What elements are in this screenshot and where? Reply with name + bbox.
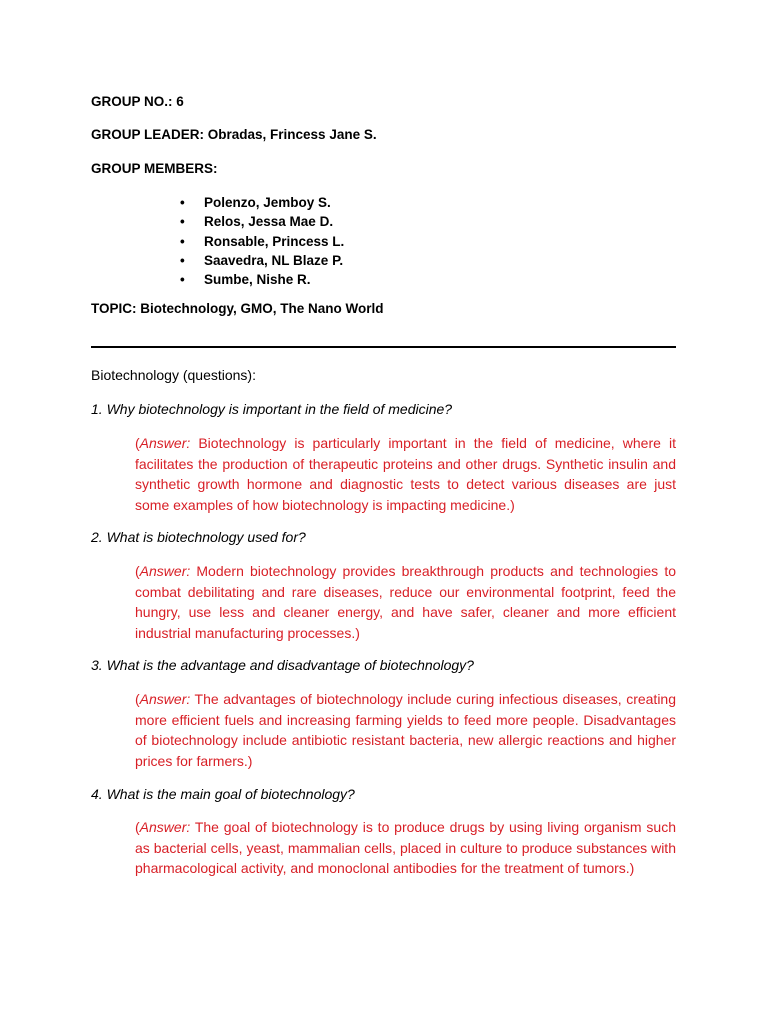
answer-text: Biotechnology is particularly important in the field of medicine, where it facilitates the production of therapeutic proteins and other drugs. Synthetic insulin and synthetic growth hormone and diagnostic tests to detect various diseases are just some examples of how biotechnology is impacting medicine.) (135, 435, 676, 513)
member-name: Ronsable, Princess L. (204, 233, 345, 249)
answer-3 (135, 689, 676, 771)
group-leader: GROUP LEADER: Obradas, Frincess Jane S. (91, 127, 377, 142)
answer-text: The goal of biotechnology is to produce drugs by using living organism such as bacterial cells, yeast, mammalian cells, placed in culture to produce substances with pharmacological activity, and monoclonal antibodies for the treatment of tumors.) (135, 819, 676, 876)
answer-label: Answer: (139, 691, 191, 707)
answer-1 (135, 433, 676, 515)
answer-text: The advantages of biotechnology include curing infectious diseases, creating more efficient fuels and increasing farming yields to feed more people. Disadvantages of biotechnology include antibiotic resistant bacteria, new allergic reactions and higher prices for farmers.) (135, 691, 676, 769)
answer-text: Modern biotechnology provides breakthrough products and technologies to combat debilitating and rare diseases, reduce our environmental footprint, feed the hungry, use less and cleaner energy, and have safer, cleaner and more efficient industrial manufacturing processes.) (135, 563, 676, 641)
list-item (180, 193, 344, 212)
member-name: Sumbe, Nishe R. (204, 272, 311, 288)
bullet-icon: • (180, 214, 185, 230)
divider-rule (91, 346, 676, 348)
group-members-list (180, 193, 344, 289)
list-item (180, 232, 344, 251)
group-members-label: GROUP MEMBERS: (91, 161, 218, 176)
question-4: 4. What is the main goal of biotechnology? (91, 786, 355, 802)
answer-open-paren: ( (135, 819, 140, 835)
answer-label: Answer: (139, 435, 191, 451)
topic: TOPIC: Biotechnology, GMO, The Nano World (91, 301, 384, 316)
question-3: 3. What is the advantage and disadvantage of biotechnology? (91, 657, 474, 673)
member-name: Saavedra, NL Blaze P. (204, 252, 344, 268)
answer-open-paren: ( (135, 691, 140, 707)
answer-4 (135, 817, 676, 879)
member-name: Polenzo, Jemboy S. (204, 195, 331, 210)
question-1: 1. Why biotechnology is important in the field of medicine? (91, 401, 453, 417)
list-item (180, 212, 344, 231)
question-2: 2. What is biotechnology used for? (91, 529, 306, 545)
bullet-icon: • (180, 272, 185, 288)
answer-open-paren: ( (135, 563, 140, 579)
group-number: GROUP NO.: 6 (91, 94, 184, 109)
answer-label: Answer: (139, 563, 191, 579)
list-item (180, 270, 344, 289)
answer-2 (135, 561, 676, 643)
answer-label: Answer: (139, 819, 191, 835)
member-name: Relos, Jessa Mae D. (204, 214, 334, 230)
bullet-icon: • (180, 252, 185, 268)
section-title: Biotechnology (questions): (91, 367, 256, 383)
answer-open-paren: ( (135, 435, 140, 451)
bullet-icon: • (180, 233, 185, 249)
list-item (180, 251, 344, 270)
bullet-icon: • (180, 195, 185, 210)
